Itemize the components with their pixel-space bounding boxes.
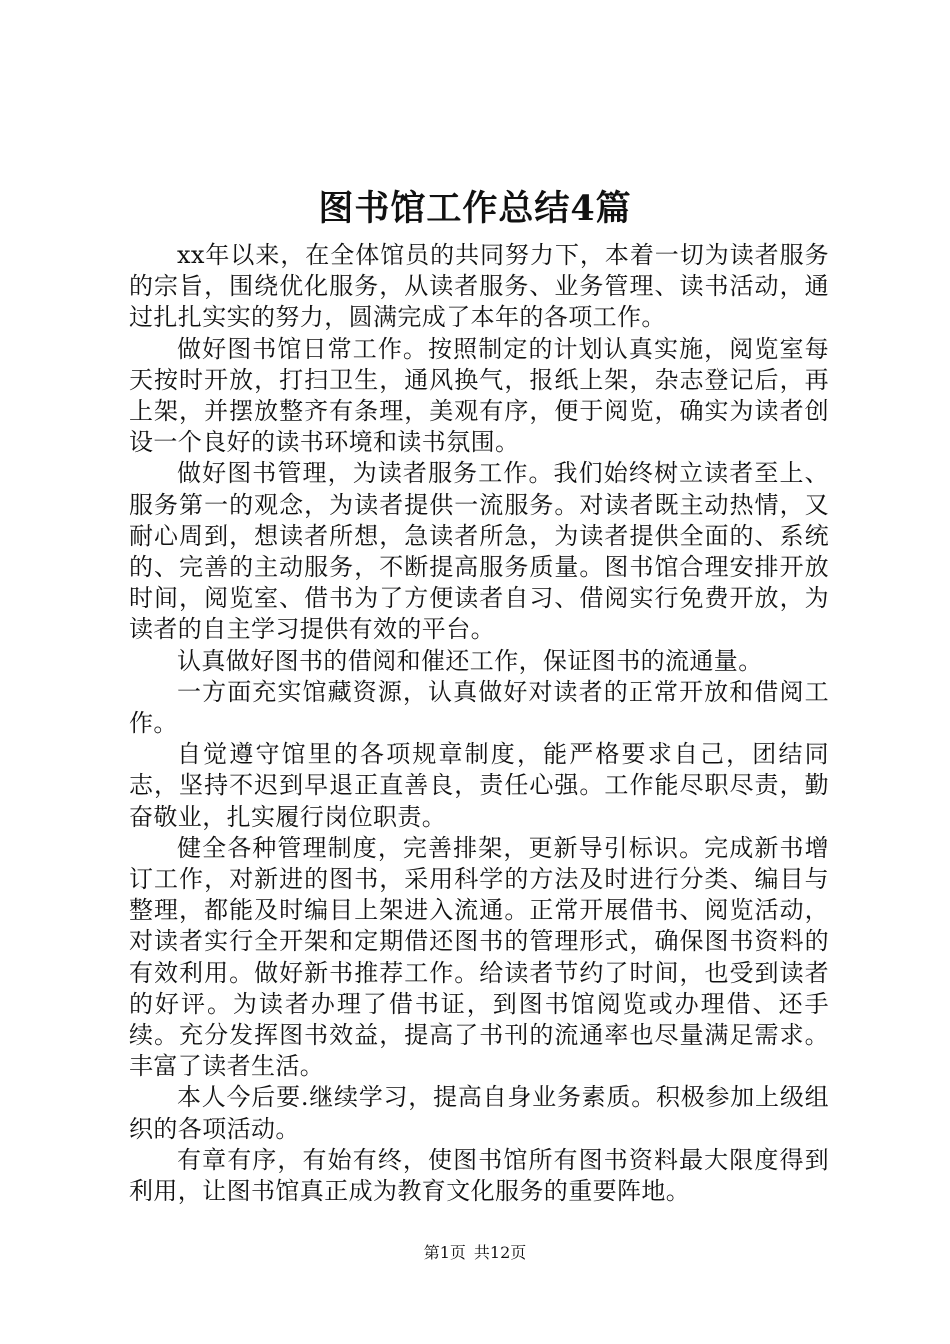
page-number-current: 第1页 bbox=[423, 1243, 466, 1262]
paragraph-daily-work: 做好图书馆日常工作。按照制定的计划认真实施，阅览室每天按时开放，打扫卫生，通风换气，报纸上架，杂志登记后，再上架，并摆放整齐有条理，美观有序，便于阅览，确实为读者创设一个良好的读书环境和读书氛围。 bbox=[129, 334, 829, 457]
paragraph-intro: xx年以来，在全体馆员的共同努力下，本着一切为读者服务的宗旨，围绕优化服务，从读者服务、业务管理、读书活动，通过扎扎实实的努力，圆满完成了本年的各项工作。 bbox=[129, 241, 829, 332]
page-number-total: 共12页 bbox=[473, 1243, 527, 1262]
document-body bbox=[129, 240, 829, 1207]
paragraph-systems: 健全各种管理制度，完善排架，更新导引标识。完成新书增订工作，对新进的图书，采用科学的方法及时进行分类、编目与整理，都能及时编目上架进入流通。正常开展借书、阅览活动，对读者实行全开架和定期借还图书的管理形式，确保图书资料的有效利用。做好新书推荐工作。给读者节约了时间，也受到读者的好评。为读者办理了借书证，到图书馆阅览或办理借、还手续。充分发挥图书效益，提高了书刊的流通率也尽量满足需求。丰富了读者生活。 bbox=[129, 833, 829, 1081]
paragraph-borrowing: 认真做好图书的借阅和催还工作，保证图书的流通量。 bbox=[177, 646, 763, 675]
paragraph-discipline: 自觉遵守馆里的各项规章制度，能严格要求自己，团结同志，坚持不迟到早退正直善良，责任心强。工作能尽职尽责，勤奋敬业，扎实履行岗位职责。 bbox=[129, 740, 829, 831]
page-footer bbox=[0, 1242, 950, 1264]
paragraph-conclusion: 有章有序，有始有终，使图书馆所有图书资料最大限度得到利用，让图书馆真正成为教育文化服务的重要阵地。 bbox=[129, 1145, 829, 1206]
document-title: 图书馆工作总结4篇 bbox=[318, 188, 632, 229]
paragraph-future-plans: 本人今后要.继续学习，提高自身业务素质。积极参加上级组织的各项活动。 bbox=[129, 1083, 829, 1143]
paragraph-book-management: 做好图书管理，为读者服务工作。我们始终树立读者至上、服务第一的观念，为读者提供一流服务。对读者既主动热情，又耐心周到，想读者所想，急读者所急，为读者提供全面的、系统的、完善的主动服务，不断提高服务质量。图书馆合理安排开放时间，阅览室、借书为了方便读者自习、借阅实行免费开放，为读者的自主学习提供有效的平台。 bbox=[129, 459, 829, 644]
paragraph-collection: 一方面充实馆藏资源，认真做好对读者的正常开放和借阅工作。 bbox=[129, 677, 829, 738]
